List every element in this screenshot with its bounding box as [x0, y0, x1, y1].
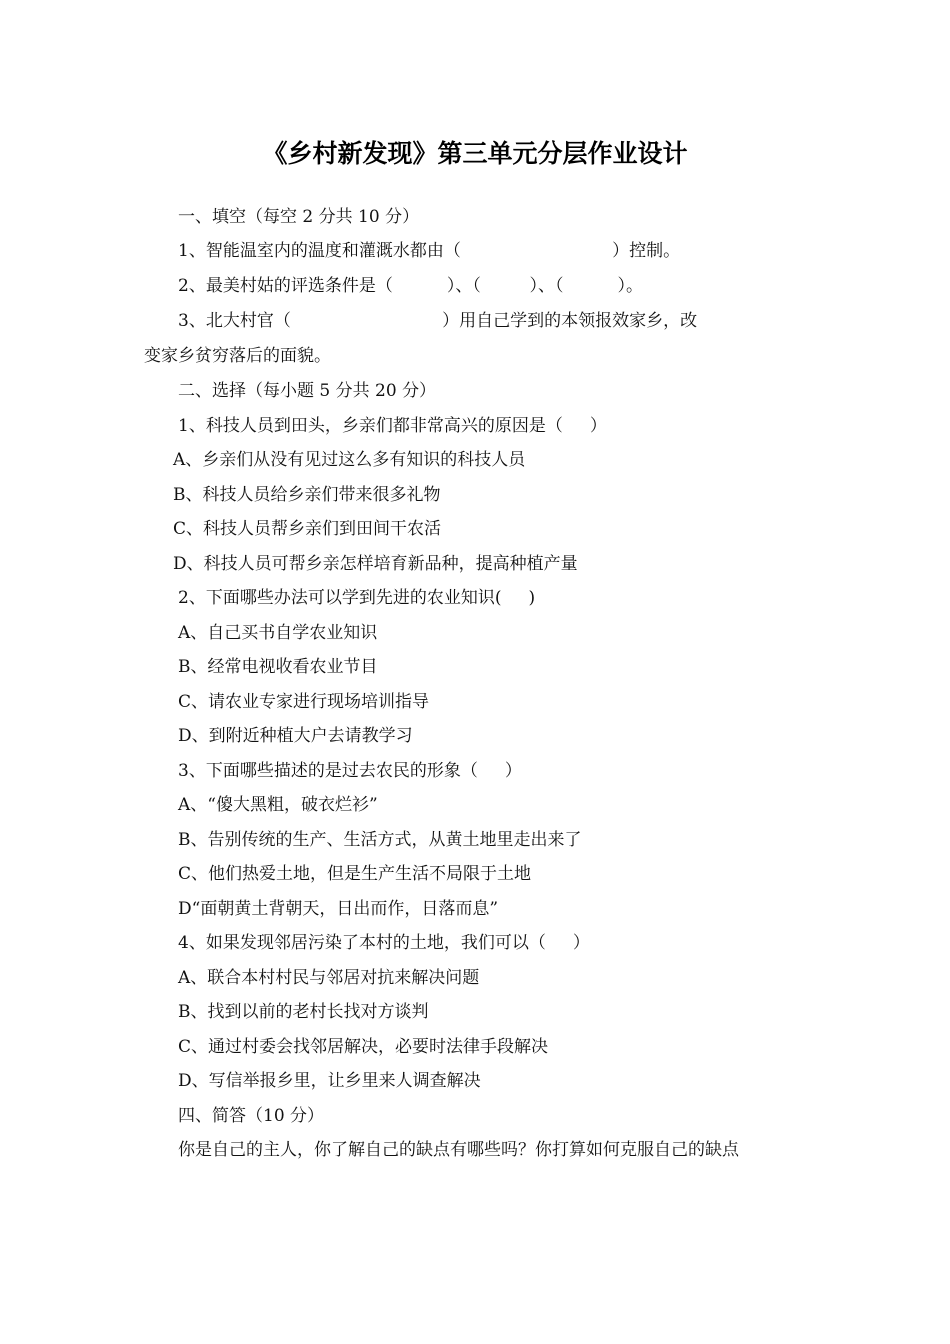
choice-option: B、找到以前的老村长找对方谈判 [178, 1002, 429, 1022]
fill-question-1: 1、智能温室内的温度和灌溉水都由（ ）控制。 [178, 241, 681, 261]
choice-option: B、科技人员给乡亲们带来很多礼物 [173, 485, 441, 505]
choice-option: C、通过村委会找邻居解决，必要时法律手段解决 [178, 1037, 549, 1057]
choice-question-stem: 3、下面哪些描述的是过去农民的形象（ ） [178, 761, 522, 781]
choice-option: A、自己买书自学农业知识 [178, 623, 378, 643]
choice-option: D、科技人员可帮乡亲怎样培育新品种，提高种植产量 [173, 554, 578, 574]
fill-question-3-continued: 变家乡贫穷落后的面貌。 [144, 346, 331, 366]
choice-option: C、科技人员帮乡亲们到田间干农活 [173, 519, 442, 539]
choice-option: B、告别传统的生产、生活方式，从黄土地里走出来了 [178, 830, 582, 850]
choice-question-stem: 1、科技人员到田头，乡亲们都非常高兴的原因是（ ） [178, 416, 607, 436]
choice-question-stem: 4、如果发现邻居污染了本村的土地，我们可以（ ） [178, 933, 590, 953]
choice-option: C、他们热爱土地，但是生产生活不局限于土地 [178, 864, 532, 884]
section-heading-fill-blank: 一、填空（每空 2 分共 10 分） [178, 207, 420, 227]
choice-option: D、到附近种植大户去请教学习 [178, 726, 413, 746]
choice-option: D“面朝黄土背朝天，日出而作，日落而息” [178, 899, 499, 919]
choice-option: B、经常电视收看农业节目 [178, 657, 378, 677]
choice-option: C、请农业专家进行现场培训指导 [178, 692, 430, 712]
section-heading-choice: 二、选择（每小题 5 分共 20 分） [178, 381, 437, 401]
fill-question-2: 2、最美村姑的评选条件是（ ）、（ ）、（ ）。 [178, 276, 644, 296]
section-heading-short-answer: 四、简答（10 分） [178, 1106, 325, 1126]
fill-question-3: 3、北大村官（ ）用自己学到的本领报效家乡，改 [178, 311, 698, 331]
choice-option: A、“傻大黑粗，破衣烂衫” [178, 795, 378, 815]
choice-option: A、联合本村村民与邻居对抗来解决问题 [178, 968, 480, 988]
page-title: 《乡村新发现》第三单元分层作业设计 [262, 139, 688, 168]
choice-question-stem: 2、下面哪些办法可以学到先进的农业知识( ) [178, 588, 536, 608]
choice-option: A、乡亲们从没有见过这么多有知识的科技人员 [173, 450, 526, 470]
choice-option: D、写信举报乡里，让乡里来人调查解决 [178, 1071, 481, 1091]
short-answer-question: 你是自己的主人，你了解自己的缺点有哪些吗？你打算如何克服自己的缺点 [178, 1140, 739, 1160]
